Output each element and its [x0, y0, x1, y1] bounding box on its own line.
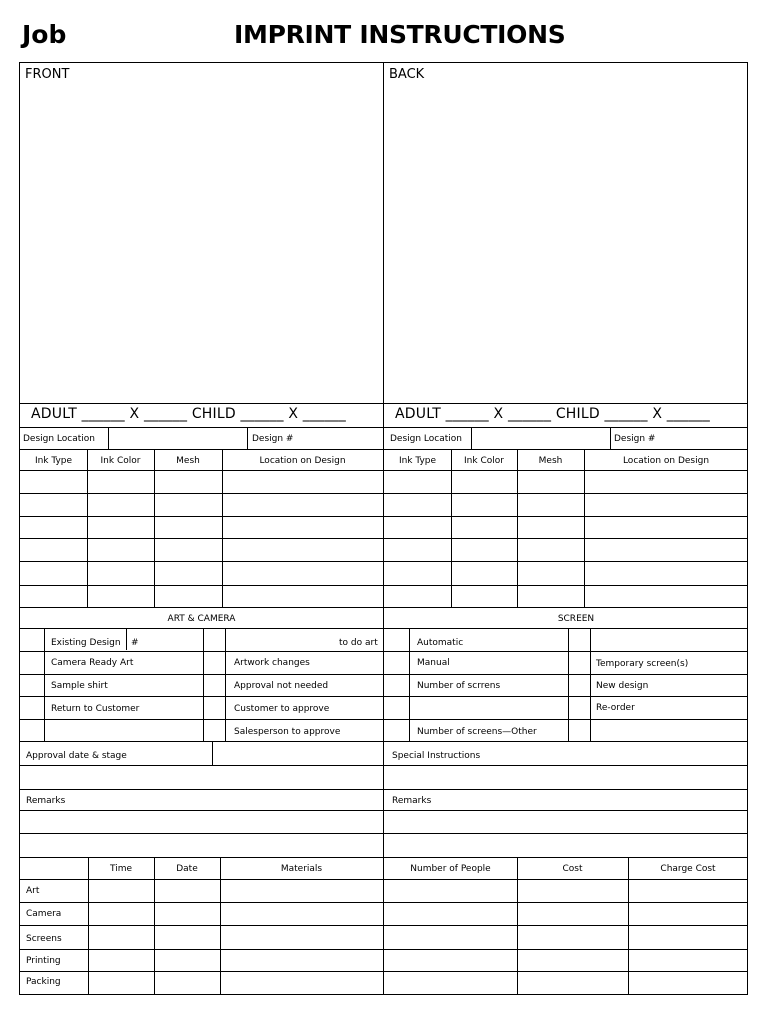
number-of-screens-option[interactable]: Number of scrrens: [417, 681, 501, 691]
special-instructions-label: Special Instructions: [392, 751, 481, 761]
approval-date-field[interactable]: [213, 742, 382, 764]
remarks-left-label: Remarks: [26, 796, 66, 806]
manual-option[interactable]: Manual: [417, 658, 450, 668]
charge-cost-header: Charge Cost: [660, 864, 716, 874]
rule: [19, 403, 748, 404]
front-quantity-line[interactable]: ADULT ______ X ______ CHILD ______ X ______: [31, 406, 346, 422]
back-ink-table-body[interactable]: [384, 471, 747, 606]
temporary-screens-option[interactable]: Temporary screen(s): [596, 659, 689, 669]
materials-header: Materials: [280, 864, 323, 874]
automatic-option[interactable]: Automatic: [417, 638, 464, 648]
approval-not-needed-option[interactable]: Approval not needed: [234, 681, 329, 691]
new-design-option[interactable]: New design: [596, 681, 649, 691]
back-design-location-field[interactable]: [472, 428, 610, 448]
cost-row-packing: Packing: [26, 977, 61, 987]
sample-shirt-option[interactable]: Sample shirt: [51, 681, 108, 691]
job-label: Job: [22, 20, 67, 49]
ink-type-header: Ink Type: [398, 456, 437, 466]
ink-color-header: Ink Color: [100, 456, 141, 466]
date-header: Date: [176, 864, 198, 874]
back-label: BACK: [389, 67, 425, 82]
page-title: IMPRINT INSTRUCTIONS: [234, 20, 566, 49]
art-camera-heading: ART & CAMERA: [167, 614, 236, 624]
back-design-area[interactable]: [384, 80, 747, 402]
cost-table-body[interactable]: [89, 880, 747, 994]
back-design-location-label: Design Location: [390, 434, 462, 444]
remarks-left-field[interactable]: [20, 811, 382, 856]
ink-type-header: Ink Type: [34, 456, 73, 466]
front-design-location-label: Design Location: [23, 434, 95, 444]
back-design-number-label: Design #: [614, 434, 656, 444]
screen-heading: SCREEN: [557, 614, 595, 624]
ink-color-header: Ink Color: [464, 456, 504, 466]
return-to-customer-option[interactable]: Return to Customer: [51, 704, 140, 714]
location-on-design-header: Location on Design: [259, 456, 346, 466]
back-quantity-line[interactable]: ADULT ______ X ______ CHILD ______ X ______: [395, 406, 710, 422]
rule: [19, 449, 748, 450]
front-design-number-label: Design #: [252, 434, 294, 444]
cost-row-camera: Camera: [26, 909, 62, 919]
remarks-right-label: Remarks: [392, 796, 432, 806]
re-order-option[interactable]: Re-order: [596, 703, 635, 713]
to-do-art-label[interactable]: to do art: [339, 638, 378, 648]
front-design-area[interactable]: [20, 80, 382, 402]
camera-ready-art-option[interactable]: Camera Ready Art: [51, 658, 134, 668]
customer-to-approve-option[interactable]: Customer to approve: [234, 704, 330, 714]
time-header: Time: [109, 864, 133, 874]
number-of-people-header: Number of People: [410, 864, 491, 874]
location-on-design-header: Location on Design: [622, 456, 710, 466]
existing-design-option[interactable]: Existing Design: [51, 638, 121, 648]
front-label: FRONT: [25, 67, 70, 82]
cost-row-art: Art: [26, 886, 40, 896]
approval-date-label: Approval date & stage: [26, 751, 127, 761]
design-number-hash: #: [131, 638, 139, 648]
remarks-right-field[interactable]: [384, 811, 747, 856]
cost-header: Cost: [562, 864, 583, 874]
cost-row-printing: Printing: [26, 956, 61, 966]
front-ink-table-body[interactable]: [20, 471, 382, 606]
rule: [19, 607, 748, 608]
mesh-header: Mesh: [538, 456, 563, 466]
artwork-changes-option[interactable]: Artwork changes: [234, 658, 310, 668]
special-instructions-field[interactable]: [384, 766, 747, 788]
mesh-header: Mesh: [176, 456, 200, 466]
salesperson-to-approve-option[interactable]: Salesperson to approve: [234, 727, 341, 737]
front-design-location-field[interactable]: [109, 428, 247, 448]
number-of-screens-other-option[interactable]: Number of screens—Other: [417, 727, 537, 737]
cost-row-screens: Screens: [26, 934, 62, 944]
